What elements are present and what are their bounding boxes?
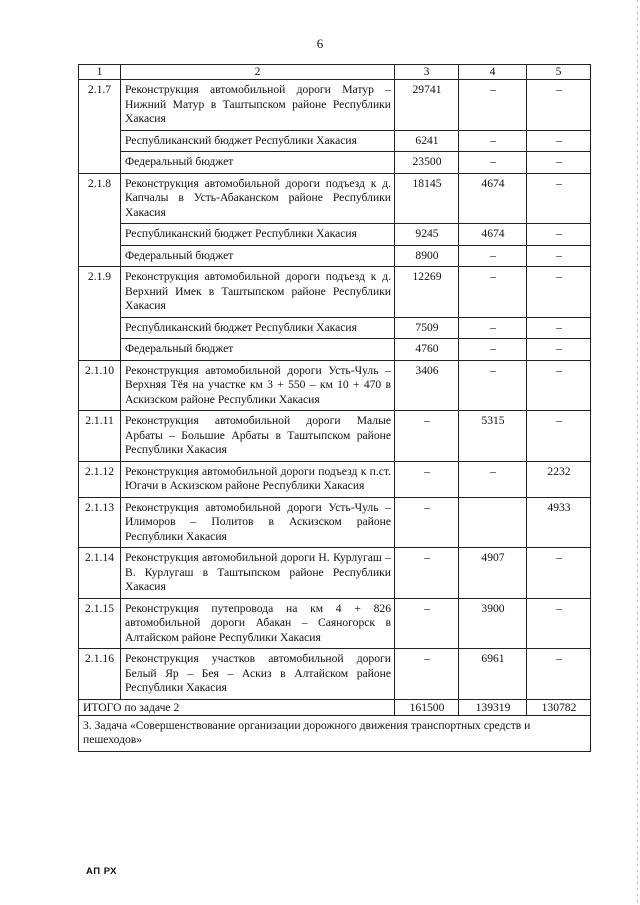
value-col-4: – — [459, 152, 527, 174]
value-col-3: – — [395, 548, 459, 599]
value-col-5: 4933 — [527, 497, 591, 548]
value-col-3: 9245 — [395, 224, 459, 246]
value-col-5: 2232 — [527, 461, 591, 497]
page-number: 6 — [316, 36, 324, 51]
table-row — [79, 267, 591, 318]
row-number: 2.1.14 — [79, 548, 121, 599]
project-description: Реконструкция автомобильной дороги подъезд к д. Капчалы в Усть-Абаканском районе Республики Хакасия — [121, 173, 395, 224]
table-row — [79, 173, 591, 224]
value-col-3: – — [395, 598, 459, 649]
value-col-5: – — [527, 598, 591, 649]
value-col-3: 6241 — [395, 130, 459, 152]
row-number: 2.1.10 — [79, 360, 121, 411]
value-col-4: – — [459, 461, 527, 497]
table-row — [79, 411, 591, 462]
project-description: Реконструкция автомобильной дороги подъезд к п.ст. Югачи в Аскизском районе Республики Хакасия — [121, 461, 395, 497]
value-col-5: – — [527, 245, 591, 267]
row-number: 2.1.7 — [79, 80, 121, 174]
funding-source: Республиканский бюджет Республики Хакасия — [121, 130, 395, 152]
value-col-5: – — [527, 317, 591, 339]
total-col-5: 130782 — [527, 699, 591, 715]
row-number: 2.1.11 — [79, 411, 121, 462]
table-row — [79, 548, 591, 599]
header-col-1: 1 — [79, 65, 121, 80]
value-col-5: – — [527, 360, 591, 411]
value-col-3: – — [395, 497, 459, 548]
value-col-5: – — [527, 411, 591, 462]
value-col-3: 12269 — [395, 267, 459, 318]
project-description: Реконструкция путепровода на км 4 + 826 автомобильной дороги Абакан – Саяногорск в Алтайском районе Республики Хакасия — [121, 598, 395, 649]
table-header-row — [79, 65, 591, 80]
value-col-5: – — [527, 267, 591, 318]
value-col-3: 29741 — [395, 80, 459, 131]
value-col-5: – — [527, 152, 591, 174]
value-col-5: – — [527, 173, 591, 224]
program-table — [78, 64, 591, 752]
table-row — [79, 130, 591, 152]
value-col-4: 4674 — [459, 224, 527, 246]
value-col-5: – — [527, 339, 591, 361]
project-description: Реконструкция автомобильной дороги Н. Курлугаш – В. Курлугаш в Таштыпском районе Республики Хакасия — [121, 548, 395, 599]
table-row — [79, 80, 591, 131]
table-row — [79, 461, 591, 497]
task-heading: 3. Задача «Совершенствование организации дорожного движения транспортных средств и пешеходов» — [79, 715, 591, 751]
value-col-5: – — [527, 649, 591, 700]
row-number: 2.1.8 — [79, 173, 121, 267]
value-col-3: 8900 — [395, 245, 459, 267]
row-number: 2.1.15 — [79, 598, 121, 649]
value-col-4: 4907 — [459, 548, 527, 599]
value-col-4: – — [459, 80, 527, 131]
footer-mark: АП РХ — [86, 866, 118, 877]
value-col-4: – — [459, 317, 527, 339]
project-description: Реконструкция автомобильной дороги Усть-Чуль – Верхняя Тёя на участке км 3 + 550 – км 10 + 470 в Аскизском районе Республики Хакасия — [121, 360, 395, 411]
scan-margin-dots — [637, 0, 638, 905]
header-col-5: 5 — [527, 65, 591, 80]
value-col-4: 6961 — [459, 649, 527, 700]
funding-source: Республиканский бюджет Республики Хакасия — [121, 224, 395, 246]
row-number: 2.1.13 — [79, 497, 121, 548]
value-col-5: – — [527, 224, 591, 246]
row-number: 2.1.12 — [79, 461, 121, 497]
value-col-4: 3900 — [459, 598, 527, 649]
project-description: Реконструкция автомобильной дороги Малые Арбаты – Большие Арбаты в Таштыпском районе Республики Хакасия — [121, 411, 395, 462]
value-col-3: – — [395, 461, 459, 497]
table-row — [79, 224, 591, 246]
value-col-3: – — [395, 411, 459, 462]
header-col-4: 4 — [459, 65, 527, 80]
table-row — [79, 152, 591, 174]
value-col-5: – — [527, 130, 591, 152]
value-col-3: 7509 — [395, 317, 459, 339]
funding-source: Федеральный бюджет — [121, 245, 395, 267]
value-col-4: 4674 — [459, 173, 527, 224]
value-col-3: 4760 — [395, 339, 459, 361]
table-row — [79, 497, 591, 548]
table-row — [79, 317, 591, 339]
header-col-2: 2 — [121, 65, 395, 80]
value-col-4: 5315 — [459, 411, 527, 462]
total-col-4: 139319 — [459, 699, 527, 715]
value-col-3: – — [395, 649, 459, 700]
table-row — [79, 245, 591, 267]
project-description: Реконструкция автомобильной дороги Матур – Нижний Матур в Таштыпском районе Республики Хакасия — [121, 80, 395, 131]
table-row — [79, 360, 591, 411]
table-body — [79, 65, 591, 752]
table-row — [79, 339, 591, 361]
value-col-5: – — [527, 548, 591, 599]
value-col-4: – — [459, 130, 527, 152]
project-description: Реконструкция автомобильной дороги Усть-Чуль – Илиморов – Политов в Аскизском районе Республики Хакасия — [121, 497, 395, 548]
task-row — [79, 715, 591, 751]
funding-source: Федеральный бюджет — [121, 152, 395, 174]
value-col-3: 23500 — [395, 152, 459, 174]
total-label: ИТОГО по задаче 2 — [79, 699, 395, 715]
row-number: 2.1.16 — [79, 649, 121, 700]
header-col-3: 3 — [395, 65, 459, 80]
value-col-4: – — [459, 360, 527, 411]
value-col-3: 3406 — [395, 360, 459, 411]
value-col-4 — [459, 497, 527, 548]
value-col-3: 18145 — [395, 173, 459, 224]
funding-source: Республиканский бюджет Республики Хакасия — [121, 317, 395, 339]
total-row — [79, 699, 591, 715]
row-number: 2.1.9 — [79, 267, 121, 361]
value-col-4: – — [459, 267, 527, 318]
project-description: Реконструкция автомобильной дороги подъезд к д. Верхний Имек в Таштыпском районе Республики Хакасия — [121, 267, 395, 318]
funding-source: Федеральный бюджет — [121, 339, 395, 361]
value-col-5: – — [527, 80, 591, 131]
project-description: Реконструкция участков автомобильной дороги Белый Яр – Бея – Аскиз в Алтайском районе Республики Хакасия — [121, 649, 395, 700]
value-col-4: – — [459, 339, 527, 361]
table-row — [79, 649, 591, 700]
table-row — [79, 598, 591, 649]
value-col-4: – — [459, 245, 527, 267]
total-col-3: 161500 — [395, 699, 459, 715]
